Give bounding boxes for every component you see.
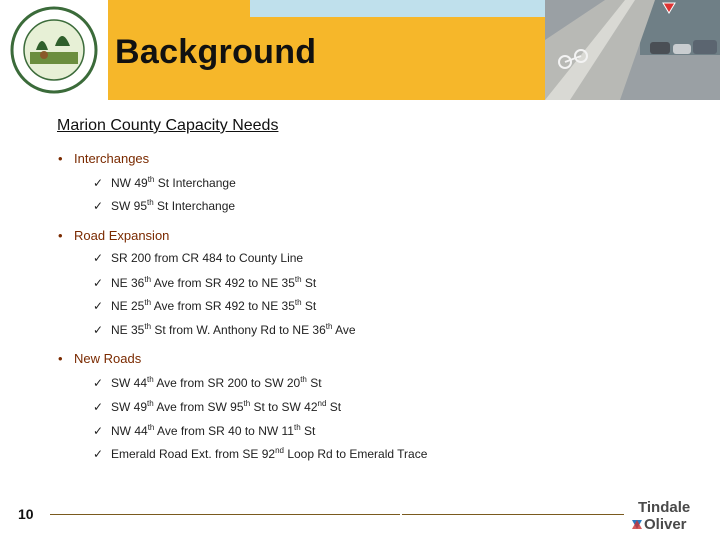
bullet-new-roads	[58, 351, 141, 366]
list-item	[93, 198, 235, 213]
item-text: NW 44	[111, 424, 148, 438]
item-text: SW 95	[111, 199, 148, 213]
item-text: Ave from SR 492 to NE 35	[151, 299, 295, 313]
ordinal-suffix: th	[325, 322, 333, 331]
item-text: Emerald Road Ext. from SE 92	[111, 447, 276, 461]
ordinal-suffix: th	[147, 375, 154, 384]
brand-line2: Oliver	[644, 516, 687, 533]
bullet-label: Road Expansion	[74, 228, 170, 243]
checkmark-icon: ✓	[93, 376, 104, 390]
item-text: Ave from SR 492 to NE 35	[151, 276, 295, 290]
list-item	[93, 446, 427, 461]
item-text: St to SW 42	[250, 400, 318, 414]
list-item	[93, 322, 356, 337]
checkmark-icon: ✓	[93, 323, 104, 337]
footer-divider-left	[50, 514, 400, 515]
list-item	[93, 298, 316, 313]
page-number: 10	[18, 506, 34, 522]
county-seal-logo	[0, 0, 108, 100]
checkmark-icon: ✓	[93, 251, 104, 265]
item-text: NW 49	[111, 176, 148, 190]
item-text: St	[301, 276, 317, 290]
item-text: Loop Rd to Emerald Trace	[283, 447, 428, 461]
list-item	[93, 423, 315, 438]
list-item	[93, 399, 341, 414]
item-text: NE 35	[111, 323, 145, 337]
bullet-label: New Roads	[74, 351, 142, 366]
ordinal-suffix: th	[294, 275, 302, 284]
ordinal-suffix: th	[147, 198, 154, 207]
ordinal-suffix: th	[144, 322, 152, 331]
footer-divider-right	[402, 514, 624, 515]
item-text: Ave	[332, 323, 356, 337]
slide-title: Background	[115, 33, 317, 71]
checkmark-icon: ✓	[93, 400, 104, 414]
list-item	[93, 275, 316, 290]
item-text: SW 44	[111, 376, 148, 390]
bullet-dot: •	[58, 351, 63, 366]
item-text: St from W. Anthony Rd to NE 36	[151, 323, 326, 337]
ordinal-suffix: th	[293, 423, 301, 432]
item-text: St	[326, 400, 342, 414]
ordinal-suffix: th	[147, 175, 155, 184]
ordinal-suffix: th	[144, 275, 152, 284]
ordinal-suffix: th	[243, 399, 251, 408]
checkmark-icon: ✓	[93, 199, 104, 213]
item-text: NE 25	[111, 299, 145, 313]
bullet-dot: •	[58, 228, 63, 243]
ordinal-suffix: th	[294, 298, 302, 307]
bike-lane-photo	[545, 0, 720, 100]
checkmark-icon: ✓	[93, 299, 104, 313]
item-text: SR 200 from CR 484 to County Line	[111, 251, 304, 265]
bullet-road-expansion	[58, 228, 169, 243]
ordinal-suffix: th	[300, 375, 307, 384]
item-text: St	[300, 424, 316, 438]
item-text: Ave from SR 40 to NW 11	[154, 424, 294, 438]
item-text: St Interchange	[153, 199, 236, 213]
bullet-interchanges	[58, 151, 149, 166]
item-text: Ave from SR 200 to SW 20	[153, 376, 301, 390]
bullet-dot: •	[58, 151, 63, 166]
item-text: Ave from SW 95	[153, 400, 244, 414]
ordinal-suffix: th	[147, 423, 155, 432]
list-item	[93, 175, 236, 190]
checkmark-icon: ✓	[93, 276, 104, 290]
bullet-label: Interchanges	[74, 151, 150, 166]
item-text: St	[306, 376, 322, 390]
ordinal-suffix: th	[144, 298, 152, 307]
ordinal-suffix: nd	[275, 446, 284, 455]
ordinal-suffix: nd	[317, 399, 327, 408]
item-text: St Interchange	[154, 176, 236, 190]
checkmark-icon: ✓	[93, 447, 104, 461]
item-text: St	[301, 299, 317, 313]
list-item	[93, 375, 322, 390]
section-heading: Marion County Capacity Needs	[57, 117, 279, 134]
tindale-oliver-logo	[630, 496, 720, 536]
list-item	[93, 251, 303, 265]
checkmark-icon: ✓	[93, 176, 104, 190]
item-text: NE 36	[111, 276, 145, 290]
brand-line1: Tindale	[638, 499, 691, 516]
ordinal-suffix: th	[147, 399, 154, 408]
checkmark-icon: ✓	[93, 424, 104, 438]
item-text: SW 49	[111, 400, 148, 414]
